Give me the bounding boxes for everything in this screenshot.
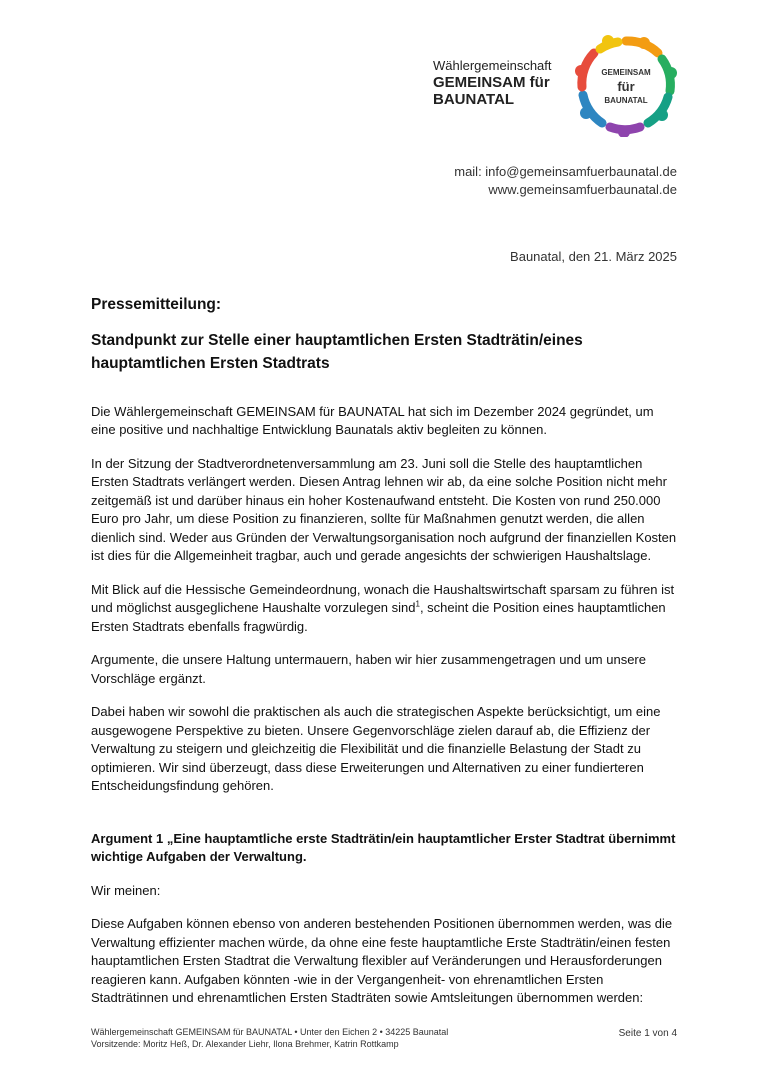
page-number: Seite 1 von 4 (618, 1028, 677, 1039)
logo-mark-top: GEMEINSAM (601, 68, 651, 77)
page-subtitle: Standpunkt zur Stelle einer hauptamtlichen Ersten Stadträtin/eines hauptamtlichen Ersten Stadtrats (91, 331, 583, 372)
paragraph-3-part-b: , scheint die Position eines hauptamtlichen Ersten Stadtrats ebenfalls fragwürdig. (91, 600, 666, 634)
contact-web[interactable]: www.gemeinsamfuerbaunatal.de (488, 182, 677, 197)
paragraph-4: Argumente, die unsere Haltung untermauern, haben wir hier zusammengetragen und um unsere Vorschläge ergänzt. (91, 652, 646, 686)
logo-mark-bottom: BAUNATAL (604, 96, 648, 105)
page-title: Pressemitteilung: (91, 296, 222, 313)
paragraph-5: Dabei haben wir sowohl die praktischen als auch die strategischen Aspekte berücksichtigt, um eine ausgewogene Perspektive zu bieten. Unsere Gegenvorschläge zielen darauf ab, die Effizienz der Verwaltung zu steigern und gleichzeitig die Flexibilität und die finanzielle Belastung der Stadt zu optimieren. Wir sind überzeugt, dass diese Erweiterungen und Alternativen zu einer fundierteren Entscheidungsfindung gehören. (91, 704, 661, 793)
paragraph-3-part-a: Mit Blick auf die Hessische Gemeindeordnung, wonach die Haushaltswirtschaft sparsam zu führen ist und möglichst ausgeglichene Haushalte vorzulegen sind (91, 581, 675, 615)
contact-mail[interactable]: mail: info@gemeinsamfuerbaunatal.de (454, 164, 677, 179)
contact-block (454, 163, 677, 199)
logo-line-2: GEMEINSAM für (433, 74, 550, 91)
footnote-ref[interactable]: 1 (415, 599, 420, 609)
paragraph-1: Die Wählergemeinschaft GEMEINSAM für BAUNATAL hat sich im Dezember 2024 gegründet, um eine positive und nachhaltige Entwicklung Baunatals aktiv begleiten zu können. (91, 403, 654, 437)
footer-address (91, 1026, 448, 1050)
argument-1-intro: Wir meinen: (91, 882, 161, 898)
argument-1-body: Diese Aufgaben können ebenso von anderen bestehenden Positionen übernommen werden, was die Verwaltung effizienter machen würde, da ohne eine feste hauptamtliche Erste Stadträtin/einen festen hauptamtlichen Ersten Stadtrat die Verwaltung flexibler auf Veränderungen und Herausforderungen reagieren kann. Aufgaben könnten -wie in der Vergangenheit- von ehrenamtlichen Ersten Stadträtinnen und ehrenamtlichen Ersten Stadträten sowie Amtsleitungen übernommen werden: (91, 916, 673, 1005)
dateline: Baunatal, den 21. März 2025 (510, 249, 677, 264)
community-circle-logo-icon (574, 33, 678, 137)
paragraph-3 (91, 581, 677, 637)
logo-mark-mid: für (617, 79, 635, 94)
logo-line-1: Wählergemeinschaft (433, 58, 552, 73)
document-body (91, 296, 677, 1023)
argument-1-title: Argument 1 „Eine hauptamtliche erste Stadträtin/ein hauptamtlicher Erster Stadtrat übernimmt wichtige Aufgaben der Verwaltung. (91, 830, 676, 864)
paragraph-2: In der Sitzung der Stadtverordnetenversammlung am 23. Juni soll die Stelle des hauptamtlichen Ersten Stadtrats verlängert werden. Diesen Antrag lehnen wir ab, da eine solche Position nicht mehr zeitgemäß ist und darüber hinaus ein hoher Kostenaufwand entsteht. Die Kosten von rund 250.000 Euro pro Jahr, um diese Position zu finanzieren, sollte für Maßnahmen genutzt werden, die allen dienlich sind. Weder aus Gründen der Verwaltungsorganisation noch aufgrund der finanziellen Kosten ist dies für die Allgemeinheit tragbar, auch und gerade angesichts der schwierigen Haushaltslage. (91, 455, 677, 563)
logo-line-3: BAUNATAL (433, 91, 515, 108)
footer-line-2: Vorsitzende: Moritz Heß, Dr. Alexander Liehr, Ilona Brehmer, Katrin Rottkamp (91, 1039, 399, 1049)
footer-line-1: Wählergemeinschaft GEMEINSAM für BAUNATAL • Unter den Eichen 2 • 34225 Baunatal (91, 1027, 449, 1037)
logo-wordmark (433, 58, 568, 108)
